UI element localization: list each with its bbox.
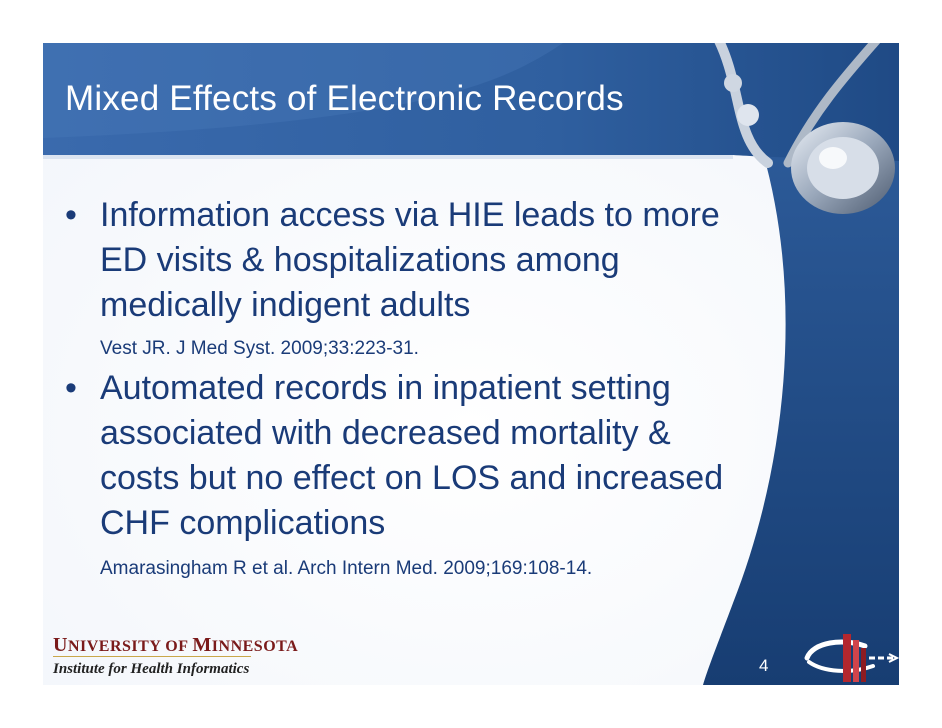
- bullet-line: CHF complications: [100, 504, 386, 542]
- slide-title: Mixed Effects of Electronic Records: [65, 79, 624, 118]
- bullet-item: [65, 193, 825, 328]
- bullet-line: medically indigent adults: [100, 286, 471, 324]
- bullet-line: Information access via HIE leads to more: [100, 196, 720, 234]
- university-name: UNIVERSITY OF MINNESOTA: [53, 634, 299, 656]
- footer-divider: [53, 656, 251, 657]
- institute-name: Institute for Health Informatics: [53, 661, 250, 677]
- bullet-line: ED visits & hospitalizations among: [100, 241, 620, 279]
- citation: Vest JR. J Med Syst. 2009;33:223-31.: [100, 338, 419, 359]
- citation: Amarasingham R et al. Arch Intern Med. 2009;169:108-14.: [100, 558, 593, 579]
- bullet-line: associated with decreased mortality &: [100, 414, 671, 452]
- institute-logo-icon: [803, 628, 899, 685]
- bullet-item: [65, 366, 825, 546]
- bullet-marker: •: [65, 196, 77, 234]
- bullet-line: Automated records in inpatient setting: [100, 369, 671, 407]
- slide: [43, 43, 899, 685]
- slide-content: [65, 193, 825, 586]
- bullet-line: costs but no effect on LOS and increased: [100, 459, 724, 497]
- bullet-marker: •: [65, 369, 77, 407]
- page-number: 4: [759, 656, 769, 675]
